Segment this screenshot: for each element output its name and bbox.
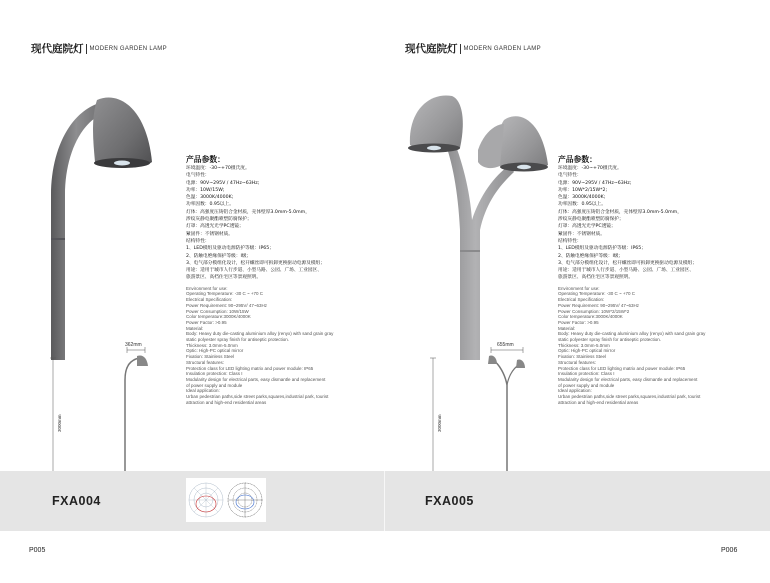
spec-title: 产品参数： — [186, 155, 225, 164]
header-divider — [86, 44, 87, 54]
spec-cn-line: 环境温度：-30~+70摄氏度。 — [558, 166, 622, 171]
spec-en-line: Ideal application: — [558, 388, 592, 394]
spec-en-line: Fixation: Stainless Steel — [186, 354, 235, 360]
page-number: P006 — [721, 547, 738, 554]
spec-en-line: attraction and high-end residential areas — [558, 399, 639, 405]
spec-en-line: Structural features: — [558, 359, 597, 365]
header-title-en: MODERN GARDEN LAMP — [463, 45, 541, 52]
spec-en-line: Modularity design for electrical parts, easy dismantle and replacement — [558, 377, 698, 382]
spec-cn-line: 用途：适用于城市人行步道、小型马路、公园、广场、工业园区、 — [558, 268, 694, 274]
spec-cn-line: 环境温度：-30~+70摄氏度。 — [186, 166, 250, 171]
header-title-cn: 现代庭院灯 — [405, 43, 458, 55]
spec-en-line: Protection class for LED lighting matrix and power module: IP65 — [186, 365, 314, 371]
spec-en-line: Urban pedestrian paths,side street parks,squares,industrial park, tourist — [186, 394, 329, 400]
spec-en-line: Optic: High-PC optical mirror — [186, 348, 244, 354]
spec-en-line: static polyester spray finish for antiseptic protection. — [558, 337, 662, 343]
spec-cn-line: 电源：90V~295V / 47Hz~63Hz; — [186, 180, 260, 186]
dim-height-label: 3000mm — [437, 414, 442, 432]
spec-cn-line: 1、LED模组及驱动电源防护等级：IP65； — [186, 246, 274, 252]
spec-block-fxa005 — [558, 155, 753, 406]
spec-en-line: Material: — [186, 325, 204, 331]
spec-en-line: Power Requirement: 90~295V/ 47~63Hz — [558, 302, 640, 308]
spec-en-line: Power Factor: >0.95 — [558, 319, 599, 325]
spec-en-line: Material: — [558, 325, 576, 331]
spec-cn-line: 功率：10W*2/15W*2; — [558, 187, 608, 193]
spec-cn-line: 涉纹灰静电聚酯喷塑防腐保护； — [186, 217, 252, 223]
spec-cn-line: 灯罩：高透光光学PC透镜； — [186, 224, 244, 230]
spec-en-line: Power Consumption: 10W*2/15W*2 — [558, 308, 630, 314]
model-name: FXA005 — [425, 494, 474, 508]
spec-cn-line: 结构特性： — [558, 238, 582, 244]
spec-en-line: Body: Heavy duty die-casting aluminium alloy (renyx) with sand grain gray — [186, 331, 334, 337]
spec-en-line: Power Requirement: 90~295V/ 47~63Hz — [186, 302, 268, 308]
dimension-drawing-fxa004 — [45, 340, 155, 475]
spec-en-line: Power Consumption: 10W/15W — [186, 308, 249, 314]
spec-cn-line: 电气特性： — [558, 173, 582, 179]
dimension-drawing-fxa005 — [425, 340, 535, 475]
spec-en-line: Environment for use: — [186, 285, 228, 291]
spec-en-line: Electrical Specification: — [186, 297, 233, 303]
spec-block-fxa004 — [186, 155, 381, 406]
spec-en-line: Insulation protection: Class I — [186, 371, 243, 377]
spec-cn-line: 灯体：高强度压铸铝合金材质，壳体壁厚3.0mm-5.0mm， — [558, 209, 682, 215]
spec-en-line: of power supply and module — [558, 382, 615, 388]
spec-en-line: Fixation: Stainless Steel — [558, 354, 607, 360]
model-name: FXA004 — [52, 494, 101, 508]
light-distribution-diagrams — [186, 478, 266, 522]
spec-en-line: Structural features: — [186, 359, 225, 365]
page-header — [31, 41, 167, 56]
spec-cn-line: 3、电气部分模组化设计，松开螺丝即可拆卸更换驱动电源及模组； — [186, 260, 325, 266]
spec-en-line: Body: Heavy duty die-casting aluminium alloy (renyx) with sand grain gray — [558, 331, 706, 337]
dim-width-label: 655mm — [497, 342, 514, 348]
spec-cn-line: 2、防触电绝缘保护等级：I级； — [558, 253, 624, 259]
spec-cn-line: 功率：10W/15W; — [186, 187, 225, 193]
spec-cn-line: 涉纹灰静电聚酯喷塑防腐保护； — [558, 217, 624, 223]
spec-title: 产品参数： — [558, 155, 597, 164]
spec-cn-line: 功率因数：0.95以上。 — [186, 202, 234, 208]
page-number: P005 — [29, 547, 46, 554]
dim-width-label: 362mm — [125, 342, 142, 348]
spec-en-line: Operating Temperature: -30 C ~ +70 C — [558, 291, 635, 297]
spec-en-line: Urban pedestrian paths,side street parks,squares,industrial park, tourist — [558, 394, 701, 400]
spec-en-line: Modularity design for electrical parts, easy dismantle and replacement — [186, 377, 326, 382]
spec-en-line: Ideal application: — [186, 388, 220, 394]
spec-cn-line: 电气特性： — [186, 173, 210, 179]
header-title-en: MODERN GARDEN LAMP — [89, 45, 167, 52]
spec-en-line: Power Factor: >0.95 — [186, 319, 227, 325]
spec-cn-line: 色温：3000K/4000K; — [558, 195, 606, 201]
spec-cn-line: 灯罩：高透光光学PC透镜； — [558, 224, 616, 230]
polar-diagram-1 — [189, 483, 223, 517]
header-title-cn: 现代庭院灯 — [31, 43, 84, 55]
spec-en-line: Color temperature:3000K/4000K — [186, 314, 251, 320]
spec-cn-line: 2、防触电绝缘保护等级：I级； — [186, 253, 252, 259]
spec-cn-line: 色温：3000K/4000K; — [186, 195, 234, 201]
spec-cn-line: 旅游景区、高档住宅区等景观照明。 — [186, 275, 262, 281]
spec-en-line: Electrical Specification: — [558, 297, 605, 303]
spec-en-line: attraction and high-end residential areas — [186, 399, 267, 405]
page-right — [385, 0, 770, 583]
spec-en-line: static polyester spray finish for antiseptic protection. — [186, 337, 290, 343]
spec-en-line: Color temperature:3000K/4000K — [558, 314, 623, 320]
spec-cn-line: 结构特性： — [186, 238, 210, 244]
spec-cn-line: 3、电气部分模组化设计，松开螺丝即可拆卸更换驱动电源及模组； — [558, 260, 697, 266]
spec-cn-line: 用途：适用于城市人行步道、小型马路、公园、广场、工业园区、 — [186, 268, 322, 274]
spec-cn-line: 紧固件：不锈钢材质。 — [186, 231, 233, 237]
spec-en-line: of power supply and module — [186, 382, 243, 388]
spec-en-line: Protection class for LED lighting matrix and power module: IP65 — [558, 365, 686, 371]
spec-en-line: Insulation protection: Class I — [558, 371, 615, 377]
spec-cn-line: 灯体：高强度压铸铝合金材质，壳体壁厚3.0mm-5.0mm， — [186, 209, 310, 215]
spec-cn-line: 紧固件：不锈钢材质。 — [558, 231, 605, 237]
spec-en-line: Thickness: 3.0mm-5.0mm — [186, 342, 238, 348]
spec-en-line: Environment for use: — [558, 285, 600, 291]
spec-en-line: Operating Temperature: -30 C ~ +70 C — [186, 291, 263, 297]
spec-en-line: Optic: High-PC optical mirror — [558, 348, 616, 354]
spec-cn-line: 1、LED模组及驱动电源防护等级：IP65； — [558, 246, 646, 252]
lamp-image-fxa005 — [400, 90, 565, 360]
spec-cn-line: 电源：90V~295V / 47Hz~63Hz; — [558, 180, 632, 186]
spec-en-line: Thickness: 3.0mm-5.0mm — [558, 342, 610, 348]
dim-height-label: 3000mm — [57, 414, 62, 432]
spec-cn-line: 旅游景区、高档住宅区等景观照明。 — [558, 275, 634, 281]
spec-cn-line: 功率因数：0.95以上。 — [558, 202, 606, 208]
page-header — [405, 41, 541, 56]
lamp-image-fxa004 — [25, 90, 175, 360]
header-divider — [460, 44, 461, 54]
